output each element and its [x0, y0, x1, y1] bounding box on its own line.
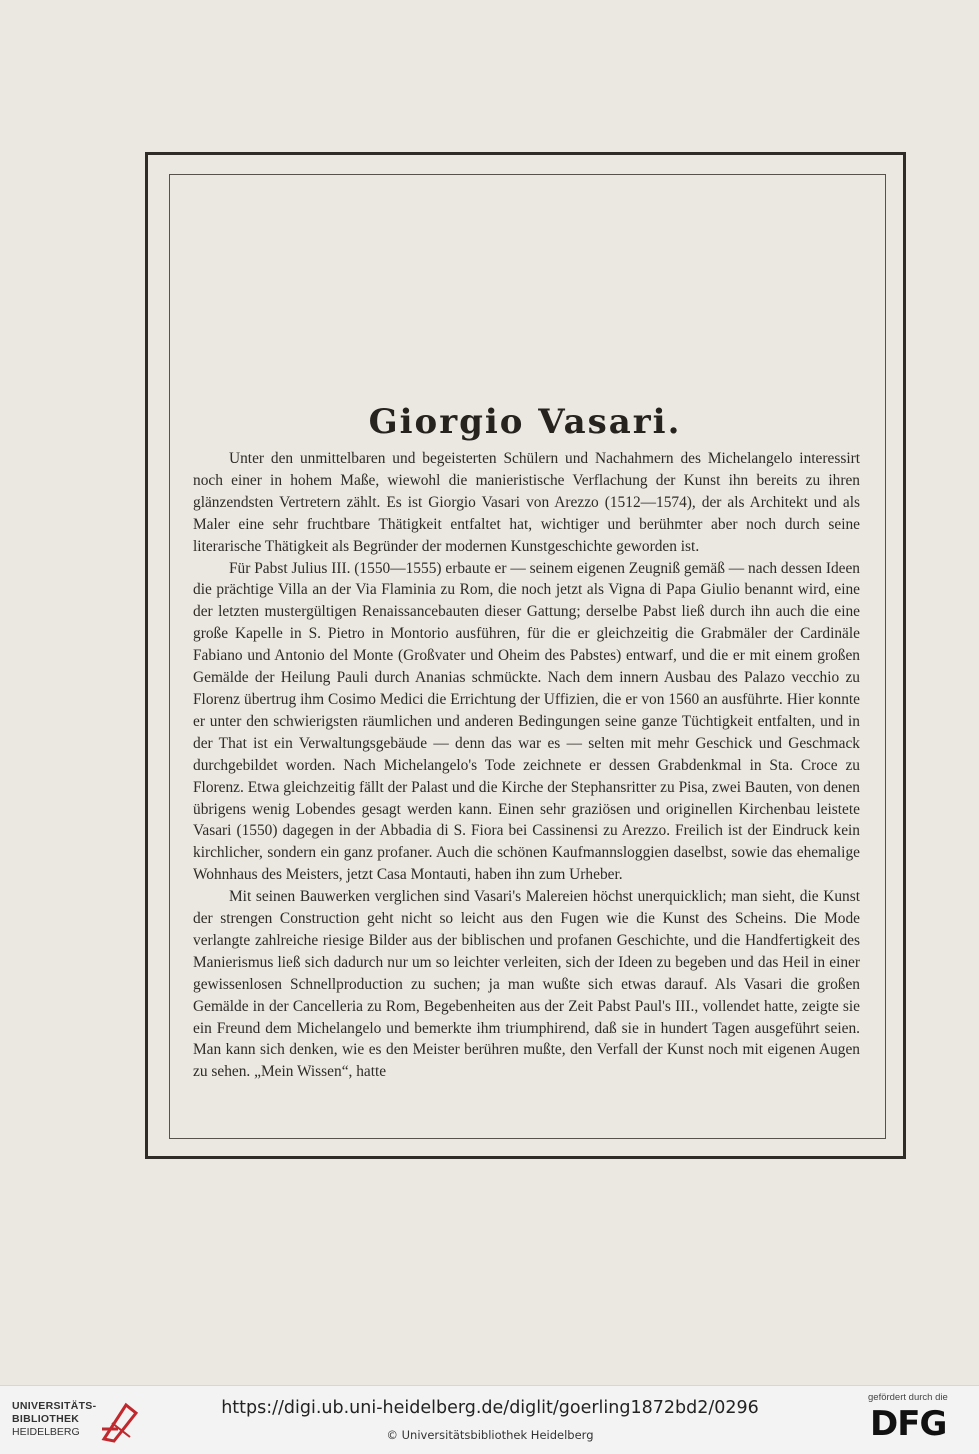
- library-logo-icon: [100, 1399, 140, 1443]
- logo-text: [12, 1400, 96, 1439]
- page-title: Giorgio Vasari.: [368, 402, 682, 442]
- logo-line-1: UNIVERSITÄTS-: [12, 1400, 97, 1412]
- logo-line-3: HEIDELBERG: [12, 1426, 80, 1438]
- paragraph-2: Für Pabst Julius III. (1550—1555) erbaute er — seinem eigenen Zeugniß gemäß — nach dessen Ideen die prächtige Villa an der Via Flaminia zu Rom, die noch jetzt als Vigna di Papa Giulio benannt wird, eine der letzten mustergültigen Renaissancebauten dieser Gattung; derselbe Pabst ließ durch ihn auch die eine große Kapelle in S. Pietro in Montorio ausführen, für die er gleichzeitig die Grabmäler der Cardinäle Fabiano und Antonio del Monte (Großvater und Oheim des Pabstes) entwarf, und die er mit einem großen Gemälde der Heilung Pauli durch Ananias schmückte. Nach dem innern Ausbau des Palazo vecchio zu Florenz übertrug ihm Cosimo Medici die Errichtung der Uffizien, die er von 1560 an ausführte. Hier konnte er unter den schwierigsten räumlichen und anderen Bedingungen seine ganze Tüchtigkeit entfalten, und in der That ist ein Verwaltungsgebäude — denn das war es — selten mit mehr Geschick und Geschmack durchgebildet worden. Nach Michelangelo's Tode zeichnete er dessen Grabdenkmal in Sta. Croce zu Florenz. Etwa gleichzeitig fällt der Palast und die Kirche der Stephansritter zu Pisa, zwei Bauten, von denen übrigens wenig Lobendes gesagt werden kann. Einen sehr graziösen und originellen Kirchenbau leistete Vasari (1550) dagegen in der Abbadia di S. Fiora bei Cassinensi zu Arezzo. Freilich ist der Eindruck kein kirchlicher, sondern ein ganz profaner. Auch die schönen Kaufmannsloggien daselbst, sowie das ehemalige Wohnhaus des Meisters, jetzt Casa Montauti, haben ihn zum Urheber.: [193, 559, 860, 884]
- logo-line-2: BIBLIOTHEK: [12, 1413, 80, 1425]
- university-library-logo[interactable]: [12, 1398, 142, 1444]
- funding-note: gefördert durch die: [868, 1392, 948, 1403]
- permalink-url[interactable]: https://digi.ub.uni-heidelberg.de/diglit/goerling1872bd2/0296: [221, 1398, 759, 1418]
- dfg-logo[interactable]: DFG: [870, 1404, 947, 1444]
- paragraph-3: Mit seinen Bauwerken verglichen sind Vasari's Malereien höchst unerquicklich; man sieht, die Kunst der strengen Construction geht nicht so leicht aus den Fugen wie die Kunst des Scheins. Die Mode verlangte zahlreiche riesige Bilder aus der biblischen und profanen Geschichte, und die Handfertigkeit des Manierismus ließ sich dadurch nur um so leichter verleiten, sich der Ideen zu begeben und das Heil in einer gewissenlosen Schnellproduction zu suchen; ja man wußte sich etwas darauf. Als Vasari die großen Gemälde in der Cancelleria zu Rom, Begebenheiten aus der Zeit Pabst Paul's III., vollendet hatte, zeigte sie ein Freund dem Michelangelo und bemerkte ihm triumphirend, daß sie in hundert Tagen ausgeführt seien. Man kann sich denken, wie es den Meister berühren mußte, den Verfall der Kunst noch mit eigenen Augen zu sehen. „Mein Wissen“, hatte: [193, 888, 860, 1081]
- paragraph-1: Unter den unmittelbaren und begeisterten Schülern und Nachahmern des Michelangelo interessirt noch einer in hohem Maße, wiewohl die manieristische Verflachung der Kunst ihn bereits zu ihren glänzendsten Vertretern zählt. Es ist Giorgio Vasari von Arezzo (1512—1574), der als Architekt und als Maler eine sehr fruchtbare Thätigkeit entfaltet hat, wichtiger und berühmter aber noch durch seine literarische Thätigkeit als Begründer der modernen Kunstgeschichte geworden ist.: [193, 450, 860, 555]
- viewer-footer: [0, 1385, 979, 1454]
- article-body: [193, 448, 860, 1083]
- copyright-notice: © Universitätsbibliothek Heidelberg: [386, 1428, 594, 1442]
